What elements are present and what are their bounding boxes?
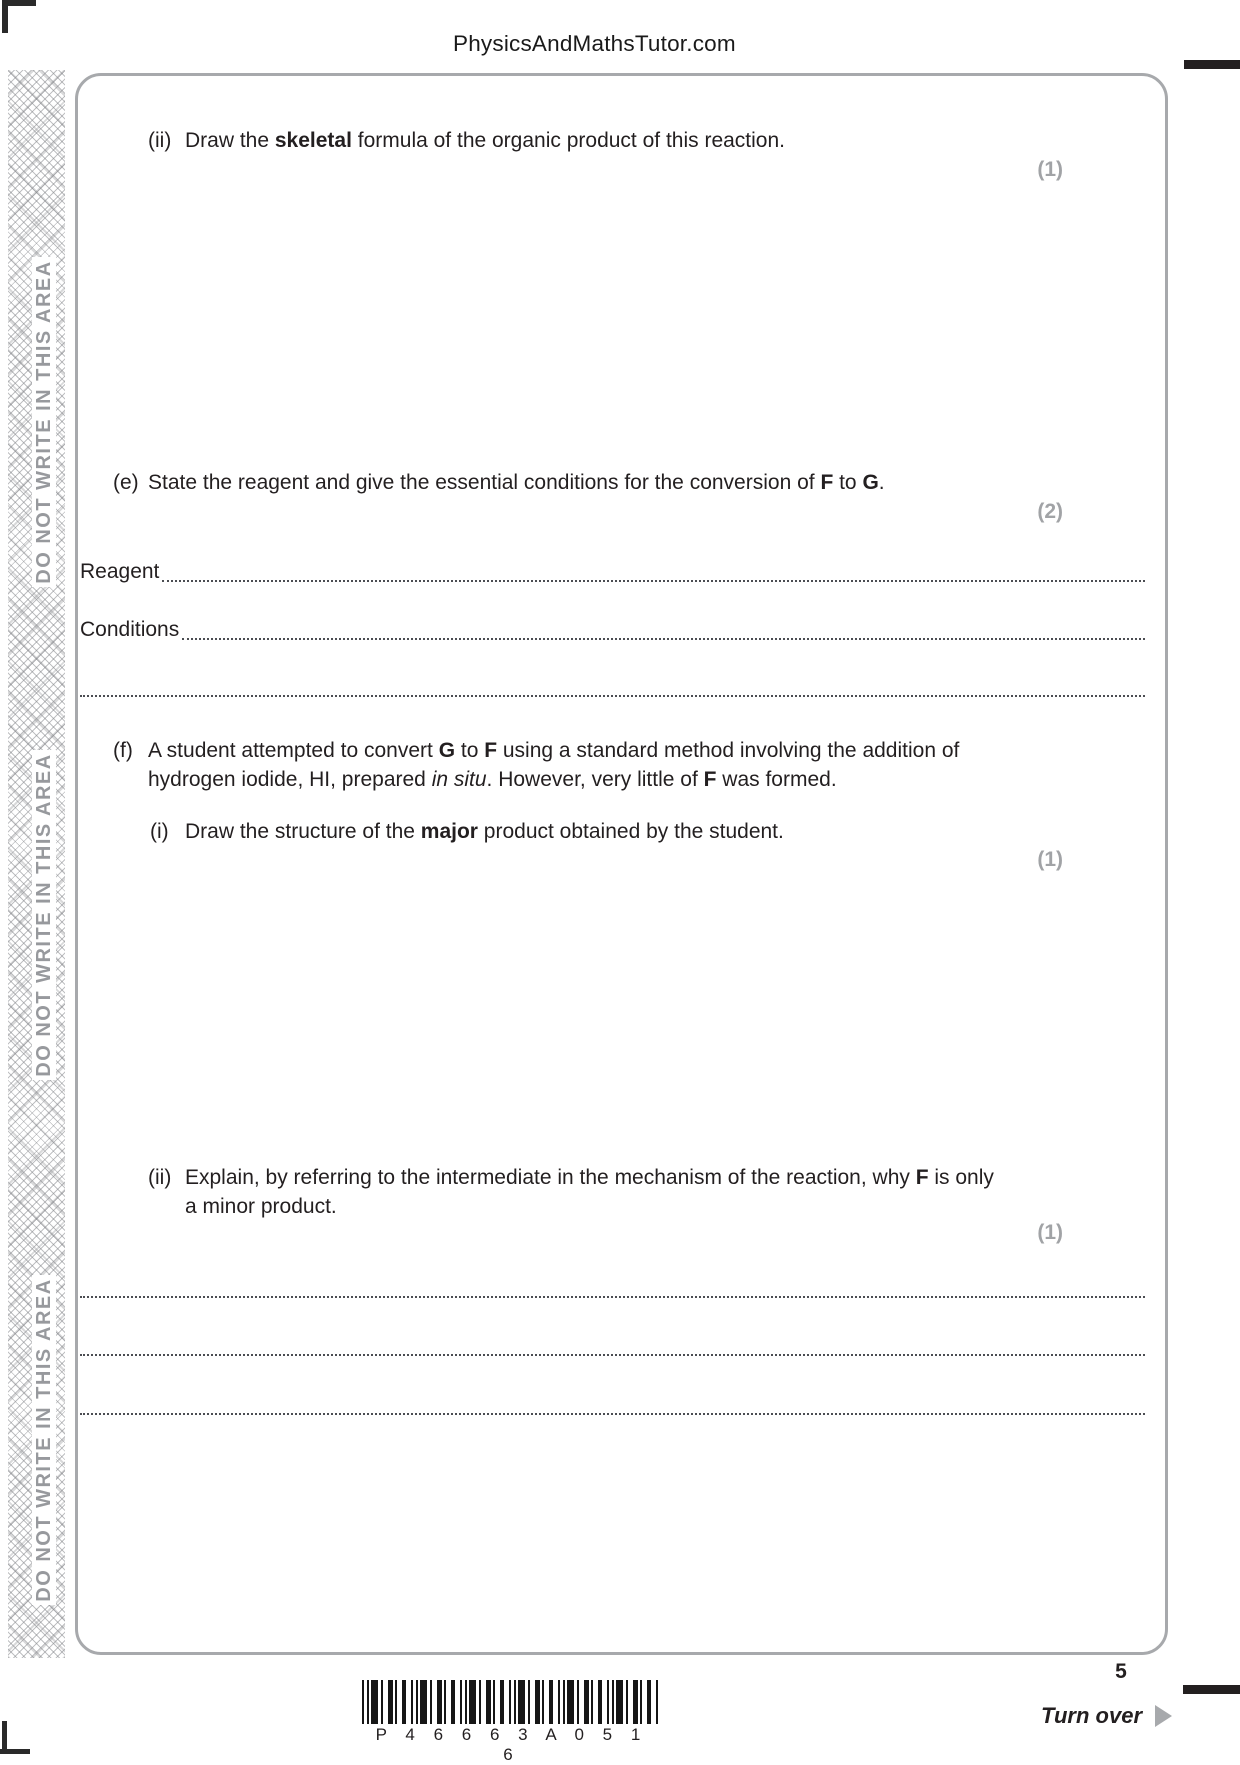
question-f-text [148,736,1043,794]
text-segment-bold: F [703,768,717,791]
text-segment-italic: in situ [431,768,487,791]
text-segment: Explain, by referring to the intermediate in the mechanism of the reaction, why [185,1166,916,1189]
page-number: 5 [1115,1660,1127,1683]
text-segment: to [833,471,863,494]
text-segment: product obtained by the student. [477,820,784,843]
dotted-answer-line [80,1354,1145,1356]
text-segment: . However, very little of [486,768,704,791]
mark-allocation: (1) [1037,848,1063,871]
barcode-block [362,1680,658,1765]
do-not-write-warning: DO NOT WRITE IN THIS AREA [32,750,56,1080]
text-segment-bold: G [862,471,879,494]
text-segment-bold: F [915,1166,929,1189]
question-ii-text [185,126,1045,155]
dotted-answer-line [182,638,1145,640]
dotted-answer-line [80,1413,1145,1415]
text-segment-bold: G [438,739,456,762]
text-segment-bold: skeletal [274,129,352,152]
question-f-i-text [185,817,1005,846]
do-not-write-warning: DO NOT WRITE IN THIS AREA [32,257,56,587]
text-segment: is only a minor product. [185,1166,994,1218]
text-segment: using a standard method involving the addition of hydrogen iodide, HI, prepared [148,739,960,791]
question-f-i [150,817,1005,846]
question-e-text [148,468,1053,497]
conditions-label: Conditions [80,618,180,641]
text-segment: formula of the organic product of this reaction. [351,129,786,152]
answer-area-frame [75,73,1168,1655]
text-segment: Draw the [185,129,275,152]
barcode [362,1680,658,1724]
question-f-ii [148,1163,1000,1221]
question-e [113,468,1053,497]
dotted-answer-line [80,1296,1145,1298]
barcode-text: P 4 6 6 6 3 A 0 5 1 6 [375,1725,645,1764]
turn-over-arrow-icon [1155,1705,1172,1727]
mark-allocation: (1) [1037,158,1063,181]
question-f-i-number: (i) [150,820,169,843]
site-title: PhysicsAndMathsTutor.com [453,31,736,56]
question-f-ii-number: (ii) [148,1166,172,1189]
text-segment-bold: F [820,471,834,494]
right-edge-print-bar [1183,1685,1240,1694]
turn-over-label: Turn over [1040,1703,1142,1728]
question-f-number: (f) [113,739,133,762]
text-segment: A student attempted to convert [148,739,439,762]
question-ii-number: (ii) [148,129,172,152]
text-segment: State the reagent and give the essential conditions for the conversion of [148,471,821,494]
question-f-ii-text [185,1163,1000,1221]
conditions-answer-line [80,616,1145,644]
question-f [113,736,1043,794]
reagent-label: Reagent [80,560,160,583]
question-ii [148,126,1045,155]
bottom-left-crop-mark [0,1749,30,1754]
mark-allocation: (1) [1037,1221,1063,1244]
do-not-write-warning: DO NOT WRITE IN THIS AREA [32,1275,56,1605]
question-e-number: (e) [113,471,139,494]
text-segment: Draw the structure of the [185,820,421,843]
text-segment-bold: major [420,820,478,843]
text-segment: was formed. [716,768,837,791]
mark-allocation: (2) [1037,500,1063,523]
text-segment-bold: F [484,739,498,762]
right-edge-print-bar [1184,60,1240,69]
text-segment: . [878,471,885,494]
dotted-answer-line [162,580,1145,582]
turn-over [1041,1703,1172,1729]
do-not-write-margin [8,70,65,1658]
top-left-crop-mark [2,0,36,6]
dotted-answer-line [80,695,1145,697]
text-segment: to [455,739,485,762]
reagent-answer-line [80,558,1145,586]
